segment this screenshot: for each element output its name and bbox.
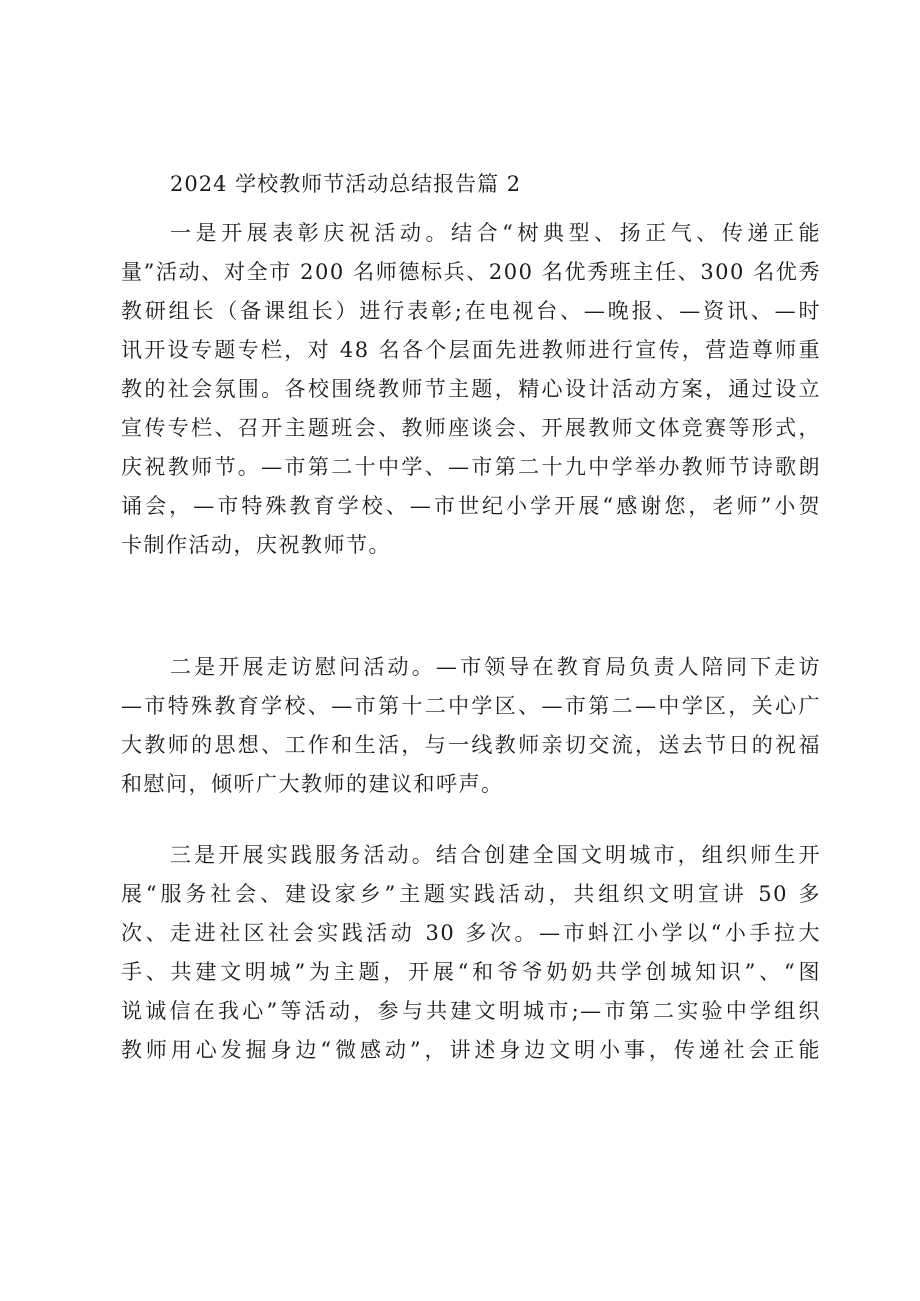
paragraph-line: 宣传专栏、召开主题班会、教师座谈会、开展教师文体竞赛等形式， <box>121 416 821 440</box>
paragraph-line: 讯开设专题专栏，对 48 名各个层面先进教师进行宣传，营造尊师重 <box>121 338 821 362</box>
paragraph-line: 诵会，—市特殊教育学校、—市世纪小学开展“感谢您，老师”小贺 <box>121 494 821 518</box>
paragraph-line: 次、走进社区社会实践活动 30 多次。—市蚪江小学以“小手拉大 <box>121 921 821 945</box>
paragraph-line: 三是开展实践服务活动。结合创建全国文明城市，组织师生开 <box>170 843 821 867</box>
paragraph-line: 庆祝教师节。—市第二十中学、—市第二十九中学举办教师节诗歌朗 <box>121 455 821 479</box>
paragraph-3 <box>121 836 821 1070</box>
paragraph-line: 大教师的思想、工作和生活，与一线教师亲切交流，送去节日的祝福 <box>121 733 821 757</box>
paragraph-line: 一是开展表彰庆祝活动。结合“树典型、扬正气、传递正能 <box>170 221 821 245</box>
paragraph-line: 二是开展走访慰问活动。—市领导在教育局负责人陪同下走访 <box>170 655 821 679</box>
paragraph-line: 量”活动、对全市 200 名师德标兵、200 名优秀班主任、300 名优秀 <box>121 260 821 284</box>
paragraph-line: 手、共建文明城”为主题，开展“和爷爷奶奶共学创城知识”、“图 <box>121 960 821 984</box>
paragraph-line: 卡制作活动，庆祝教师节。 <box>121 533 391 557</box>
paragraph-2 <box>121 648 821 804</box>
paragraph-line: 展“服务社会、建设家乡”主题实践活动，共组织文明宣讲 50 多 <box>121 882 821 906</box>
paragraph-line: 教研组长（备课组长）进行表彰;在电视台、—晚报、—资讯、—时 <box>121 299 821 323</box>
document-title: 2024 学校教师节活动总结报告篇 2 <box>170 172 522 196</box>
paragraph-1 <box>121 214 821 565</box>
paragraph-line: 说诚信在我心”等活动，参与共建文明城市;—市第二实验中学组织 <box>121 999 821 1023</box>
paragraph-line: 教的社会氛围。各校围绕教师节主题，精心设计活动方案，通过设立 <box>121 377 821 401</box>
paragraph-line: 教师用心发掘身边“微感动”，讲述身边文明小事，传递社会正能 <box>121 1038 821 1062</box>
paragraph-line: —市特殊教育学校、—市第十二中学区、—市第二—中学区，关心广 <box>121 694 821 718</box>
paragraph-line: 和慰问，倾听广大教师的建议和呼声。 <box>121 772 504 796</box>
